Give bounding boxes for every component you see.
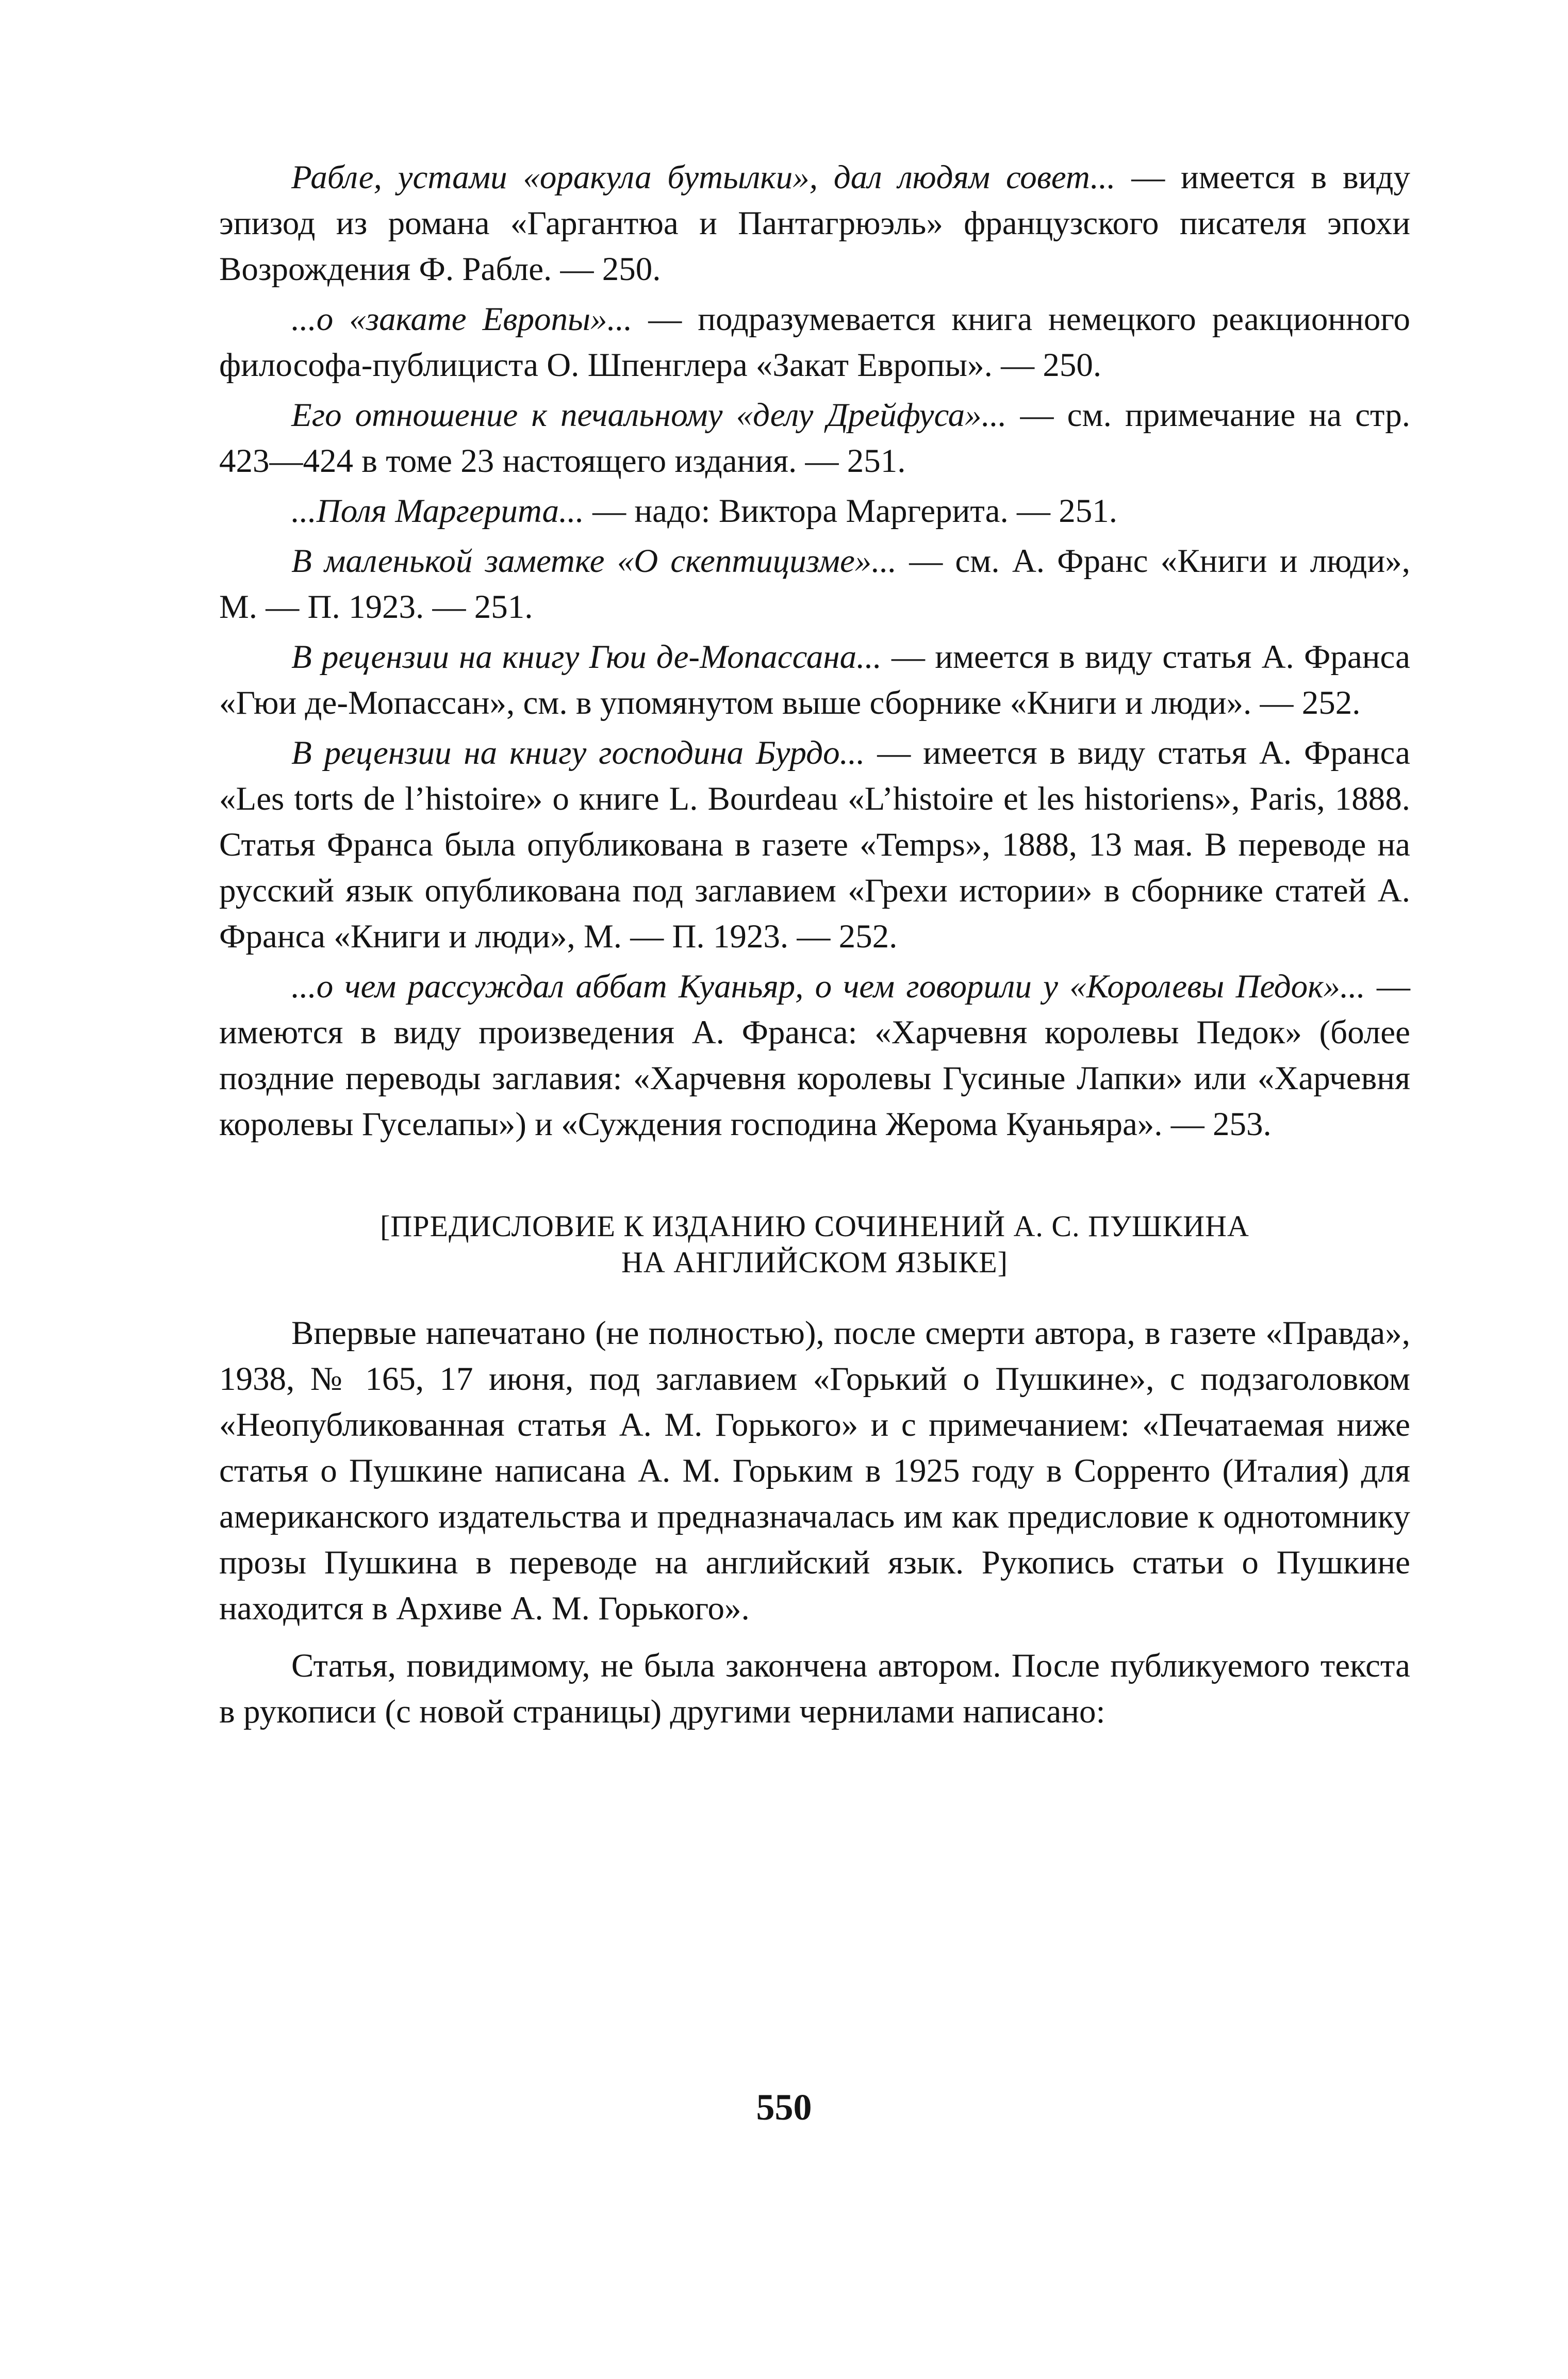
- note-maupassant: [219, 634, 1410, 726]
- note-comment: — имеется в виду статья А. Франса «Les torts de l’histoire» о книге L. Bourdeau «L’histoire et les historiens», Paris, 1888. Статья Франса была опубликована в газете «Temps», 1888, 13 мая. В переводе на русский язык опубликована под заглавием «Грехи истории» в сборнике статей А. Франса «Книги и люди», М. — П. 1923. — 252.: [219, 734, 1411, 955]
- note-comment: — см. А. Франс «Книги и люди», М. — П. 1923. — 251.: [219, 543, 1411, 626]
- note-rabelais: [219, 155, 1410, 292]
- note-quote: Рабле, устами «оракула бутылки», дал людям совет...: [291, 159, 1116, 196]
- note-comment: — см. примечание на стр. 423—424 в томе 23 настоящего издания. — 251.: [219, 397, 1410, 480]
- notes-section: [219, 155, 1410, 1147]
- note-quote: ...о «закате Европы»...: [291, 301, 633, 338]
- note-comment: — имеются в виду произведения А. Франса: «Харчевня королевы Педок» (более поздние переводы заглавия: «Харчевня королевы Гусиные Лапки» или «Харчевня королевы Гуселапы») и «Суждения господина Жерома Куаньяра». — 253.: [219, 968, 1410, 1143]
- note-comment: — подразумевается книга немецкого реакционного философа-публициста О. Шпенглера «Закат Европы». — 250.: [219, 301, 1410, 384]
- section-heading-line-1: [ПРЕДИСЛОВИЕ К ИЗДАНИЮ СОЧИНЕНИЙ А. С. ПУШКИНА: [380, 1209, 1249, 1243]
- note-quote: В рецензии на книгу Гюи де-Мопассана...: [291, 638, 882, 676]
- note-comment: — имеется в виду статья А. Франса «Гюи де-Мопассан», см. в упомянутом выше сборнике «Книги и люди». — 252.: [219, 638, 1410, 721]
- page-number: 550: [756, 2087, 812, 2128]
- note-dreyfus: [219, 392, 1410, 484]
- note-bourdeau: [219, 730, 1410, 960]
- section-heading-line-2: НА АНГЛИЙСКОМ ЯЗЫКЕ]: [621, 1245, 1008, 1279]
- note-quote: В маленькой заметке «О скептицизме»...: [291, 543, 897, 580]
- note-quote: Его отношение к печальному «делу Дрейфуса»...: [291, 397, 1007, 434]
- note-margueritte: [219, 488, 1410, 534]
- note-quote: ...о чем рассуждал аббат Куаньяр, о чем говорили у «Королевы Педок»...: [291, 968, 1365, 1005]
- section-heading: [219, 1208, 1410, 1281]
- note-decline-of-europe: [219, 297, 1410, 388]
- paragraph-first-publication: Впервые напечатано (не полностью), после смерти автора, в газете «Правда», 1938, № 165, 17 июня, под заглавием «Горький о Пушкине», с подзаголовком «Неопубликованная статья А. М. Горького» и с примечанием: «Печатаемая ниже статья о Пушкине написана А. М. Горьким в 1925 году в Сорренто (Италия) для американского издательства и предназначалась им как предисловие к однотомнику прозы Пушкина в переводе на английский язык. Рукопись статьи о Пушкине находится в Архиве А. М. Горького».: [219, 1315, 1410, 1627]
- note-quote: ...Поля Маргерита...: [291, 493, 584, 530]
- note-comment: — надо: Виктора Маргерита. — 251.: [584, 493, 1117, 530]
- paragraph-unfinished-article: Статья, повидимому, не была закончена автором. После публикуемого текста в рукописи (с новой страницы) другими чернилами написано:: [219, 1647, 1410, 1730]
- note-coignard: [219, 964, 1410, 1147]
- note-comment: — имеется в виду эпизод из романа «Гаргантюа и Пантагрюэль» французского писателя эпохи Возрождения Ф. Рабле. — 250.: [219, 159, 1410, 288]
- note-quote: В рецензии на книгу господина Бурдо...: [291, 734, 865, 772]
- note-skepticism: [219, 538, 1410, 630]
- page-content: [219, 155, 1410, 1746]
